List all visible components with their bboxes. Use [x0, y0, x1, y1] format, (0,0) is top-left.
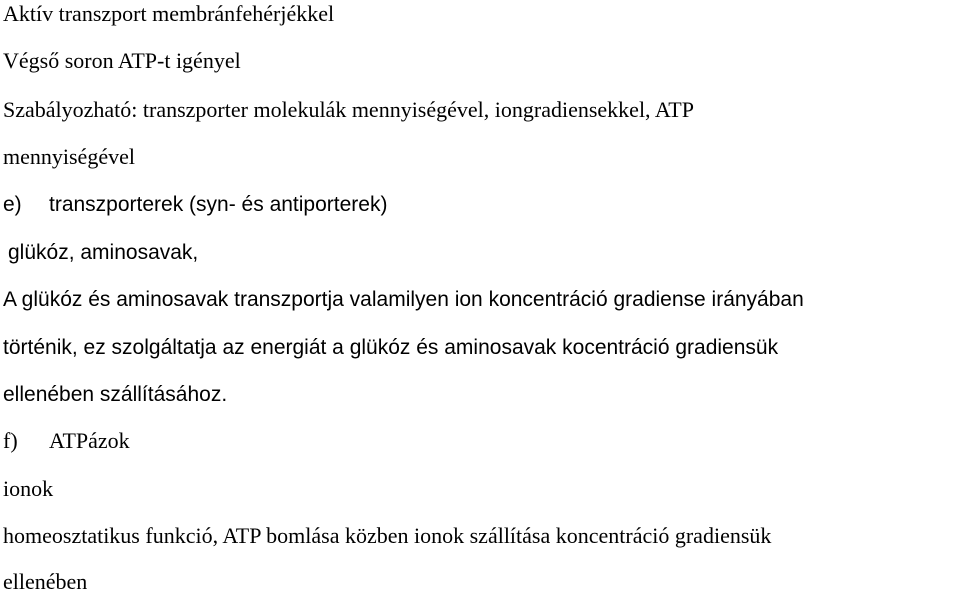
list-item-e-body-line: A glükóz és aminosavak transzportja valamilyen ion koncentráció gradiense irányában: [3, 288, 804, 311]
list-item-f: [3, 428, 130, 454]
list-item-e-title: transzporterek (syn- és antiporterek): [49, 193, 388, 216]
list-item-e-body-line: történik, ez szolgáltatja az energiát a glükóz és aminosavak kocentráció gradiensük: [3, 336, 779, 359]
list-item-f-body-line: ellenében: [3, 569, 88, 594]
list-item-e-label: e): [3, 193, 22, 216]
text-regulation-continued: mennyiségével: [3, 144, 135, 169]
list-item-e-body-line: ellenében szállításához.: [3, 383, 228, 406]
text-regulation: Szabályozható: transzporter molekulák mennyiségével, iongradiensekkel, ATP: [3, 97, 694, 122]
list-item-f-subtitle: ionok: [3, 476, 54, 501]
list-item-e-subtitle: glükóz, aminosavak,: [8, 241, 199, 264]
heading-active-transport: Aktív transzport membránfehérjékkel: [3, 1, 335, 26]
list-item-f-body-line: homeosztatikus funkció, ATP bomlása közben ionok szállítása koncentráció gradiensük: [3, 523, 772, 548]
list-item-f-label: f): [3, 428, 18, 453]
text-atp-requirement: Végső soron ATP-t igényel: [3, 48, 241, 73]
list-item-f-title: ATPázok: [49, 428, 130, 453]
list-item-e: [3, 192, 387, 218]
